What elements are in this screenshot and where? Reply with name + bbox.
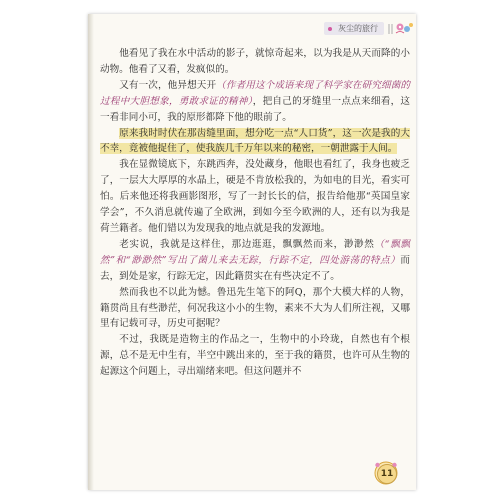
decorative-cartoon-icon <box>388 21 414 35</box>
paragraph-text: 然而我也不以此为憾。鲁迅先生笔下的阿Q，那个大模大样的人物，籍贯尚且有些渺茫，何况我这小小的生物，素来不大为人们所注视，又哪里有记载可寻，历史可据呢？ <box>100 286 410 330</box>
header-title-bar <box>324 22 384 35</box>
body-paragraph <box>100 126 410 158</box>
body-paragraph <box>100 332 410 380</box>
paragraph-text: 而去，到处是家，行踪无定，因此籍贯实在有些决定不了。 <box>100 254 410 282</box>
body-paragraph <box>100 157 410 237</box>
paragraph-text: 我在显微镜底下，东跳西奔，没处藏身，他眼也看红了，我身也疲乏了，一层大大厚厚的水晶上，硬是不肯放松我的，为如电的目光，看实可怕。后来他还将我画影图形，写了一封长长的信，报告给他那“英国皇家学会”，不久消息就传遍了全欧洲，到如今至今欧洲的人，还有以为我是荷兰籍者。他们错以为发现我的地点就是我的发源地。 <box>100 159 410 234</box>
running-header <box>324 20 414 36</box>
paragraph-text: 老实说，我就是这样住，那边逛逛，飘飘然而来，渺渺然 <box>119 238 375 250</box>
paragraph-text: 不过，我既是造物主的作品之一，生物中的小玲珑，自然也有个根源，总不是无中生有，半空中跳出来的，至于我的籍贯，也许可从生物的起源这个问题上，寻出端绪来吧。但这问题并不 <box>100 334 410 378</box>
body-paragraph <box>100 46 410 78</box>
chapter-body-text <box>100 46 410 380</box>
page-number: 11 <box>377 464 397 484</box>
page-binding-shadow <box>88 14 94 490</box>
body-paragraph <box>100 78 410 126</box>
paragraph-text: 他看见了我在水中活动的影子，就惊奇起来，以为我是从天而降的小动物。他看了又看，发疯似的。 <box>100 48 410 75</box>
bullet-icon <box>328 27 332 31</box>
paragraph-text: 又有一次，他异想天开 <box>119 79 217 91</box>
body-paragraph <box>100 285 410 333</box>
highlighted-text: 原来我时时伏在那齿缝里面，想分吃一点“人口货”，这一次是我的大不幸，竟被他捉住了，使我族几千万年以来的秘密，一朝泄露于人间。 <box>100 127 410 155</box>
body-paragraph <box>100 237 410 285</box>
header-title: 灰尘的旅行 <box>338 23 378 33</box>
annotation-note: （作者用这个成语来现了科学家在研究细菌的过程中大胆想象，勇敢求证的精神） <box>100 79 411 107</box>
paragraph-text: ，把自己的牙缝里一点点来细看，这一看非同小可，我的原形都降下他的眼前了。 <box>100 95 411 123</box>
annotation-note: （“飘飘然”和“渺渺然”写出了菌儿来去无踪，行踪不定，四处游荡的特点） <box>100 238 411 266</box>
page-number-badge <box>374 461 398 485</box>
